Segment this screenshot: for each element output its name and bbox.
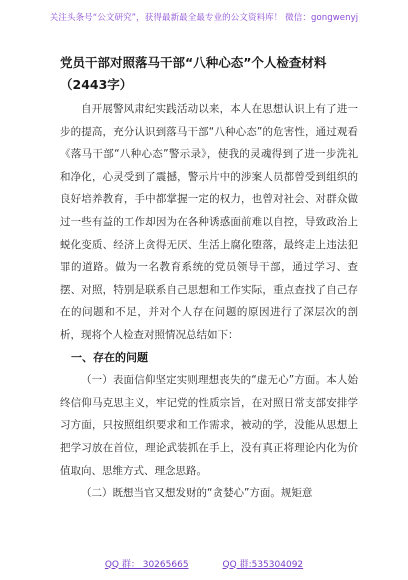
qq-group-2[interactable]: QQ 群:535304092: [222, 559, 304, 570]
top-banner: [0, 0, 408, 34]
document-body: [60, 98, 358, 505]
section-heading: 一、存在的问题: [71, 350, 148, 364]
paragraph-1: （一）表面信仰坚定实则理想丧失的“虚无心”方面。本人始终信仰马克思主义，牢记党的性质宗旨，在对照日常支部安排学习方面，只按照组织要求和工作需求，被动的学，没能从思想上把学习放在首位，理论武装抓在手上，没有真正将理论内化为价值取向、思维方式、理念思路。: [60, 374, 358, 477]
document-title: 党员干部对照落马干部“八种心态”个人检查材料（2443字）: [60, 55, 327, 92]
qq-group-1[interactable]: QQ 群： 30265665: [104, 559, 189, 570]
paragraph-2: （二）既想当官又想发财的“贪婪心”方面。规矩意: [81, 487, 313, 500]
footer-contacts: [0, 552, 408, 574]
intro-paragraph: 自开展警风肃纪实践活动以来，本人在思想认识上有了进一步的提高，充分认识到落马干部“八种心态”的危害性，通过观看《落马干部“八种心态”警示录》，使我的灵魂得到了进一步洗礼和净化，心灵受到了震撼，警示片中的涉案人员都曾受到组织的良好培养教育，手中都掌握一定的权力，也曾对社会、对群众做过一些有益的工作却因为在各种诱惑面前难以自控，导致政治上蜕化变质、经济上贪得无厌、生活上腐化堕落，最终走上违法犯罪的道路。做为一名教育系统的党员领导干部，通过学习、查摆、对照，特别是联系自己思想和工作实际，重点查找了自己存在的问题和不足，并对个人存在问题的原因进行了深层次的剖析，现将个人检查对照情况总结如下：: [60, 103, 358, 341]
banner-text: 关注头条号“公文研究”，获得最新最全最专业的公文资料库！ 微信：gongwenyj: [49, 13, 359, 23]
